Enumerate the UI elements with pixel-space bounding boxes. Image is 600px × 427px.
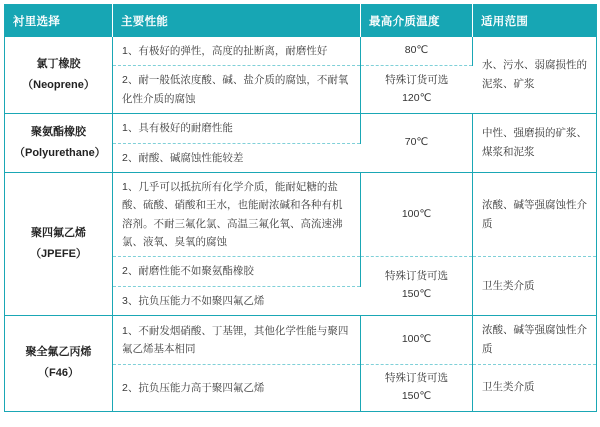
lining-name-cell xyxy=(5,172,113,315)
scope-cell: 卫生类介质 xyxy=(482,381,535,394)
max-temp-cell: 100℃ xyxy=(361,172,473,257)
performance-cell: 2、耐一般低浓度酸、碱、盐介质的腐蚀，不耐氧化性介质的腐蚀 xyxy=(113,66,361,114)
performance-cell: 2、耐酸、碱腐蚀性能较差 xyxy=(113,143,361,172)
performance-cell: 1、具有极好的耐磨性能 xyxy=(113,114,361,143)
max-temp-cell: 特殊订货可选 150℃ xyxy=(361,364,473,411)
performance-cell: 1、几乎可以抵抗所有化学介质，能耐妃糖的盐酸、硫酸、硝酸和王水，也能耐浓碱和各种有机溶剂。不耐三氟化氯、高温三氟化氧、高流速沸氯、液氧、臭氧的腐蚀 xyxy=(113,172,361,257)
scope-cell: 浓酸、碱等强腐蚀性介质 xyxy=(473,316,597,365)
table-row xyxy=(5,114,597,143)
lining-name-cell xyxy=(5,37,113,114)
column-header-max-temp: 最高介质温度 xyxy=(361,5,473,38)
max-temp-cell: 100℃ xyxy=(361,316,473,365)
scope-cell: 卫生类介质 xyxy=(473,257,597,316)
performance-cell: 3、抗负压能力不如聚四氟乙烯 xyxy=(113,286,361,315)
lining-name-cn: 聚全氟乙丙烯 xyxy=(25,346,92,359)
lining-name-cell xyxy=(5,316,113,411)
column-header-lining: 衬里选择 xyxy=(5,5,113,38)
lining-name-en: （Neoprene） xyxy=(22,79,95,92)
table-body xyxy=(5,37,597,411)
lining-selection-table xyxy=(4,4,597,412)
max-temp-cell: 70℃ xyxy=(361,114,473,173)
table-row xyxy=(5,316,597,365)
performance-cell: 1、不耐发烟硝酸、丁基锂，其他化学性能与聚四氟乙烯基本相同 xyxy=(113,316,361,365)
max-temp-cell: 80℃ xyxy=(361,37,473,66)
table-header xyxy=(5,5,597,38)
performance-cell: 2、抗负压能力高于聚四氟乙烯 xyxy=(113,364,361,411)
table-row xyxy=(5,172,597,257)
lining-name-cn: 氯丁橡胶 xyxy=(36,58,81,71)
column-header-scope: 适用范围 xyxy=(473,5,597,38)
max-temp-text: 特殊订货可选 150℃ xyxy=(385,270,448,301)
performance-cell: 2、耐磨性能不如聚氨酯橡胶 xyxy=(113,257,361,286)
table-header-row xyxy=(5,5,597,38)
scope-cell: 水、污水、弱腐损性的泥浆、矿浆 xyxy=(473,37,597,114)
performance-cell: 1、有极好的弹性，高度的扯断离，耐磨性好 xyxy=(113,37,361,66)
lining-name-en: （JPEFE） xyxy=(30,248,87,260)
lining-name-cell xyxy=(5,114,113,173)
scope-cell: 中性、强磨损的矿浆、煤浆和泥浆 xyxy=(473,114,597,173)
lining-name-en: （Polyurethane） xyxy=(14,147,106,159)
lining-name-cn: 聚四氟乙烯 xyxy=(31,227,86,240)
lining-name-en: （F46） xyxy=(38,367,79,380)
table-row xyxy=(5,37,597,66)
max-temp-cell: 特殊订货可选 120℃ xyxy=(361,66,473,114)
max-temp-cell xyxy=(361,257,473,316)
scope-cell: 浓酸、碱等强腐蚀性介质 xyxy=(473,172,597,257)
lining-name-cn: 聚氨酯橡胶 xyxy=(31,126,86,139)
column-header-performance: 主要性能 xyxy=(113,5,361,38)
